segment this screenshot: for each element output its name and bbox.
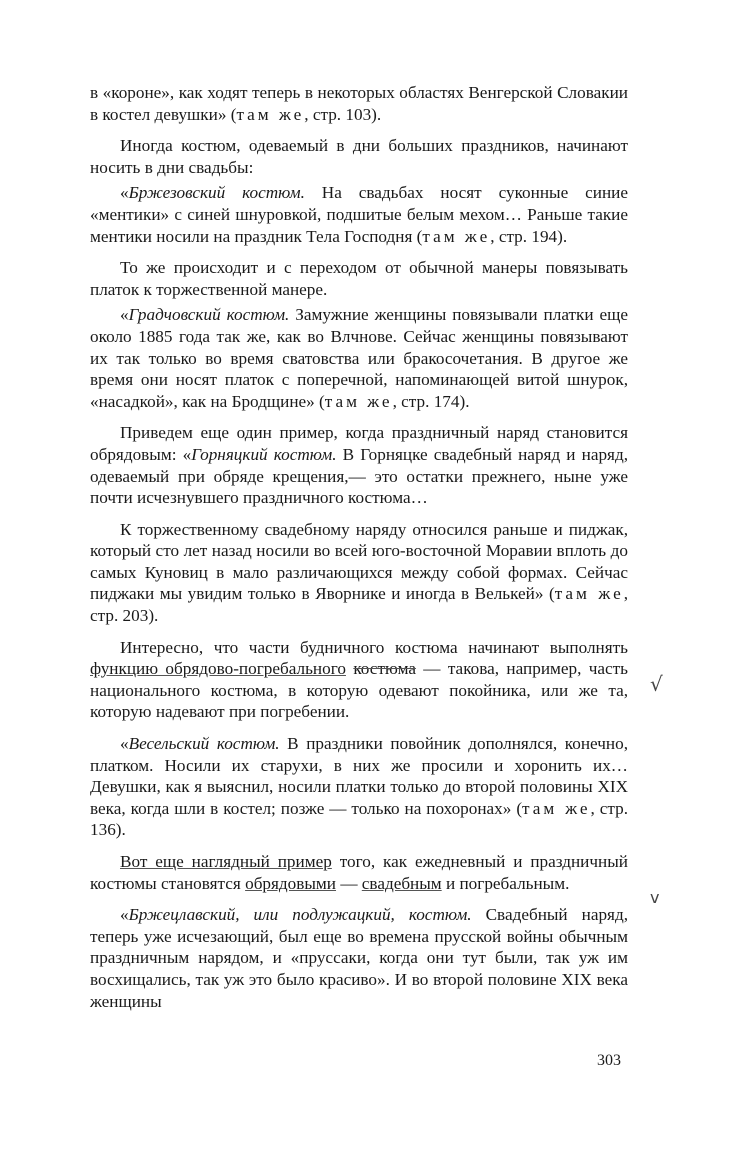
paragraph-3 [90,182,628,247]
text-run: Горняцкий костюм. [191,444,337,464]
text-run: Бржецлавский, или подлужацкий, костюм. [128,905,472,925]
text-run: В праздники повойник дополнялся, конечно, платком. Носили их старухи, в них же просили и хоронить их… Девушки, как я выяснил, носили платки только до второй половины XIX века, когда шли в костел; позже — только на похоронах» ( [90,734,628,818]
paragraph-1 [90,82,628,125]
paragraph-8 [90,637,628,723]
text-run: Иногда костюм, одеваемый в дни больших праздников, начинают носить в дни свадьбы: [90,136,628,177]
text-run: там же [522,798,591,818]
paragraph-6 [90,422,628,508]
text-run: , стр. 194). [490,226,568,246]
text-run: , стр. 103). [304,104,382,124]
text-run: и погребальным. [441,873,570,893]
paragraph-4 [90,257,628,300]
text-run: , стр. 174). [392,391,470,411]
text-run: обрядовыми [245,873,337,893]
margin-check-mark-1: √ [650,672,663,696]
text-run: В Горняцке свадебный наряд и наряд, одеваемый при обряде крещения,— это остатки прежнего, ныне уже почти исчезнувшего праздничного костюма… [90,444,628,508]
text-run: То же происходит и с переходом от обычной манеры повязывать платок к торжественной манере. [90,258,628,299]
page-number: 303 [597,1052,621,1069]
paragraph-5 [90,304,628,412]
document-page [90,82,628,1016]
text-run: свадебным [361,873,442,893]
text-run: там же [422,226,491,246]
text-run: там же [324,391,393,411]
text-run: « [120,183,129,203]
text-run: того, как ежедневный и праздничный костюмы становятся [90,852,628,893]
margin-check-mark-2: v [650,888,660,907]
text-run: « [120,734,129,754]
paragraph-2 [90,135,628,178]
text-run: в «короне», как ходят теперь в некоторых областях Венгерской Словакии в костел девушки» ( [90,83,628,124]
text-run: К торжественному свадебному наряду относился раньше и пиджак, который сто лет назад носили во всей юго-восточной Моравии вплоть до самых Куновиц в мало различающихся между собой формах. Сейчас пиджаки мы увидим только в Яворнике и иногда в Велькей» ( [90,519,628,604]
text-run: там же [236,104,305,124]
text-run: там же [554,584,624,604]
text-run: Вот еще наглядный пример [120,852,332,871]
text-run: Приведем еще один пример, когда праздничный наряд становится обрядовым: « [90,423,628,464]
text-run: Свадебный наряд, теперь уже исчезающий, был еще во времена прусской войны обычным праздничным нарядом, и «пруссаки, когда они тут были, так уж им восхищались, так уж это было красиво». И во второй половине XIX века женщины [90,905,628,1011]
text-run: — такова, например, часть национального костюма, в которую одевают покойника, или же та, которую надевают при погребении. [90,659,629,722]
text-run: костюма [353,659,416,679]
text-run: Бржезовский костюм. [128,183,305,203]
paragraph-7 [90,519,628,627]
text-run: Градчовский костюм. [128,305,290,325]
text-run: — [336,873,362,893]
text-run: , стр. 136). [90,798,628,840]
text-run: Замужние женщины повязывали платки еще около 1885 года так же, как во Влчнове. Сейчас женщины повязывают их так только во время сватовства или бракосочетания. В другое же время они носят платок с поперечной, напоминающей витой шнурок, «насадкой», как на Бродщине» ( [90,305,628,411]
paragraph-10 [90,851,628,894]
paragraph-9 [90,733,628,841]
text-body [90,82,628,1012]
text-run: « [120,305,129,325]
text-run: « [120,905,129,925]
text-run: На свадьбах носят суконные синие «ментики» с синей шнуровкой, подшитые белым мехом… Раньше такие ментики носили на праздник Тела Господня ( [90,183,628,246]
text-run: Интересно, что части будничного костюма начинают выполнять [120,637,628,657]
text-run: , стр. 203). [90,584,628,626]
text-run: Весельский костюм. [128,734,280,754]
paragraph-11 [90,904,628,1012]
text-run: функцию обрядово-погребального [90,659,346,679]
